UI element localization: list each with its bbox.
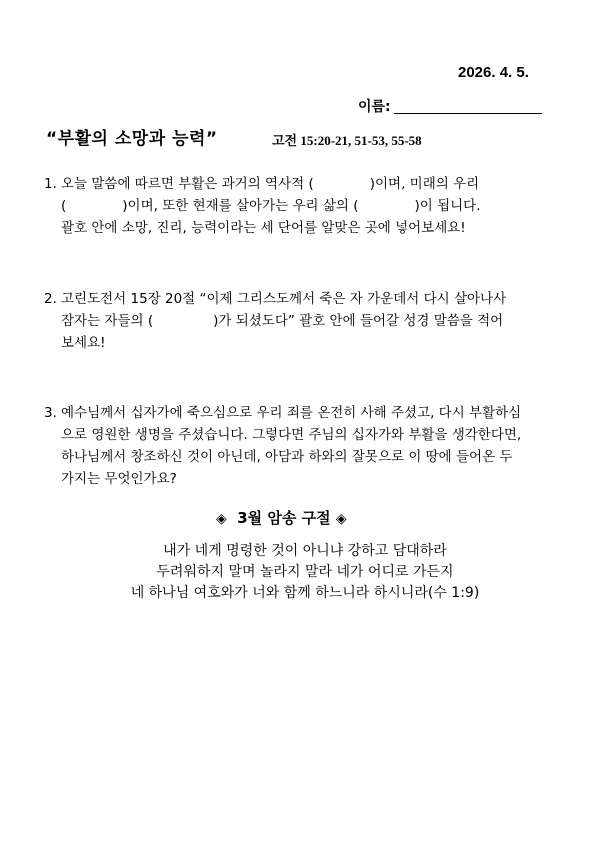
question-2-line-1 (44, 288, 506, 310)
question-1-text: )이 됩니다. (414, 198, 481, 214)
question-2-text: 고린도전서 15장 20절 “이제 그리스도께서 죽은 자 가운데서 다시 살아나사 (61, 291, 507, 307)
question-1-text: )이며, 미래의 우리 (369, 176, 480, 192)
diamond-icon: ◈ (335, 511, 347, 527)
sermon-title: “부활의 소망과 능력” (46, 129, 218, 149)
question-1-text: )이며, 또한 현재를 살아가는 우리 삶의 ( (122, 198, 359, 214)
question-3 (44, 402, 521, 490)
name-label: 이름: (358, 99, 391, 115)
question-1-text: ( (61, 198, 67, 214)
memory-verse-line-1: 내가 네게 명령한 것이 아니냐 강하고 담대하라 (163, 543, 447, 559)
memory-verse-line-2: 두려워하지 말며 놀라지 말라 네가 어디로 가든지 (156, 564, 454, 580)
question-2 (44, 288, 506, 354)
question-1-text: 오늘 말씀에 따르면 부활은 과거의 역사적 ( (61, 176, 314, 192)
question-2-text: )가 되셨도다” 괄호 안에 들어갈 성경 말씀을 적어 (213, 313, 504, 329)
question-3-number: 3. (44, 405, 57, 421)
question-3-line-1 (44, 402, 521, 424)
question-3-line-3: 하나님께서 창조하신 것이 아닌데, 아담과 하와의 잘못으로 이 땅에 들어온 두 (61, 449, 513, 465)
question-3-line-4: 가지는 무엇인가요? (61, 471, 177, 487)
question-2-line-2 (44, 310, 506, 332)
question-1-number: 1. (44, 176, 57, 192)
memory-verse-title: 3월 암송 구절 (237, 509, 331, 527)
name-fill-line (394, 113, 542, 114)
question-3-line-2: 으로 영원한 생명을 주셨습니다. 그렇다면 주님의 십자가와 부활을 생각한다면, (61, 427, 522, 443)
question-1 (44, 173, 480, 239)
worksheet-date: 2026. 4. 5. (458, 64, 529, 81)
question-1-line-1 (44, 173, 480, 195)
scripture-reference: 고전 15:20-21, 51-53, 55-58 (272, 133, 422, 148)
question-2-text: 잠자는 자들의 ( (61, 313, 154, 329)
memory-verse-heading (216, 507, 347, 528)
question-3-text: 예수님께서 십자가에 죽으심으로 우리 죄를 온전히 사해 주셨고, 다시 부활하심 (61, 405, 522, 421)
memory-verse-line-3: 네 하나님 여호와가 너와 함께 하느니라 하시니라(수 1:9) (130, 585, 480, 601)
question-2-line-3: 보세요! (61, 335, 106, 351)
question-2-number: 2. (44, 291, 57, 307)
diamond-icon: ◈ (216, 511, 227, 527)
question-1-line-3: 괄호 안에 소망, 진리, 능력이라는 세 단어를 알맞은 곳에 넣어보세요! (61, 220, 466, 236)
question-1-line-2 (44, 195, 480, 217)
